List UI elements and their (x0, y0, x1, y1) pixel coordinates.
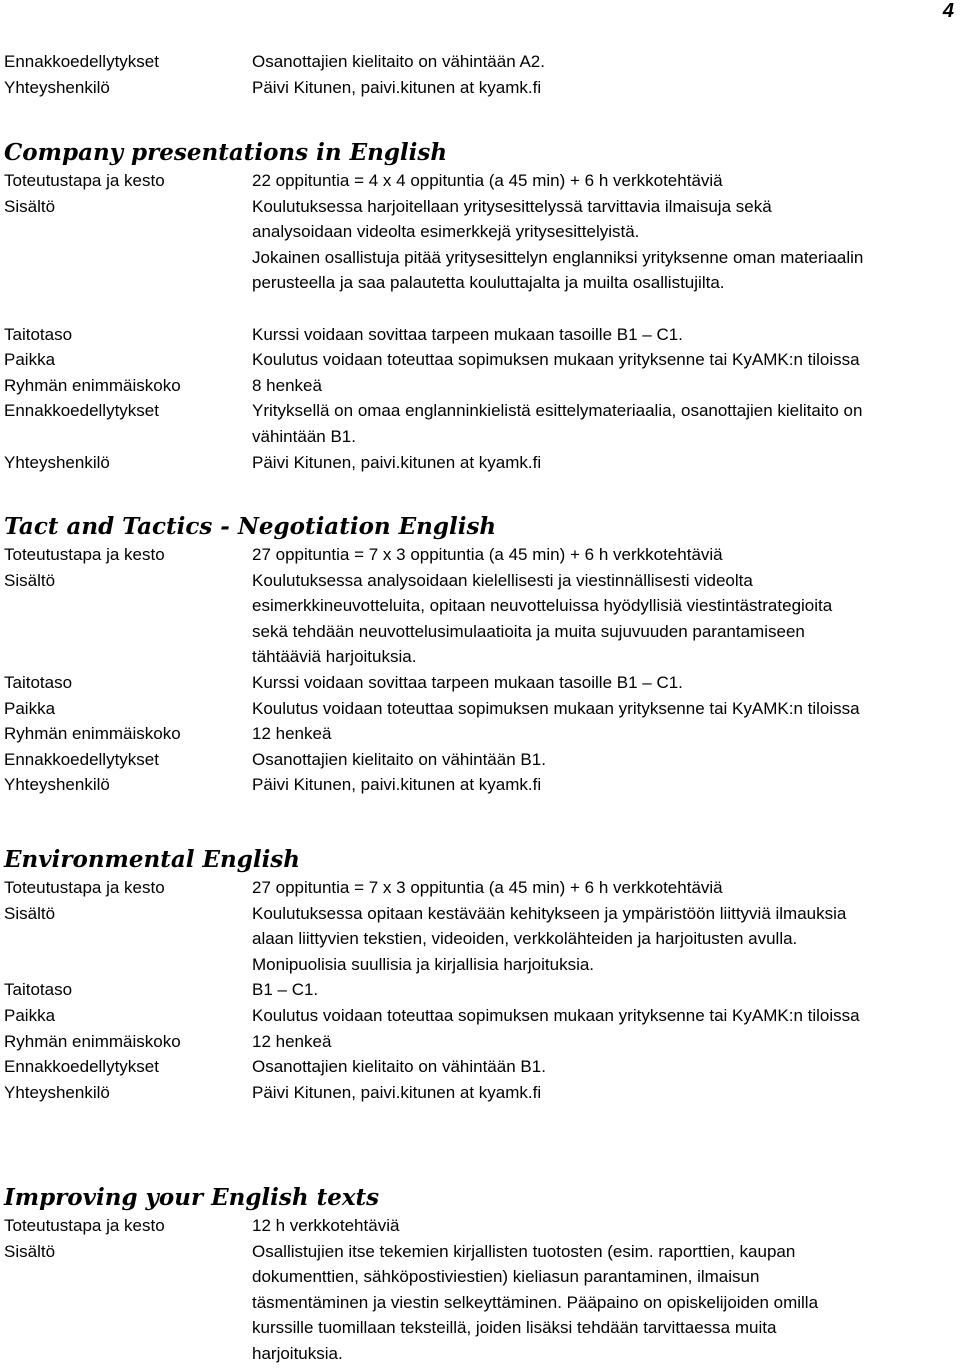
field-value: Osanottajien kielitaito on vähintään B1. (252, 1057, 546, 1077)
field-value: Osanottajien kielitaito on vähintään B1. (252, 749, 546, 769)
info-row (4, 347, 956, 373)
field-label: Sisältö (4, 903, 56, 923)
field-value: Päivi Kitunen, paivi.kitunen at kyamk.fi (252, 452, 542, 472)
field-label: Sisältö (4, 1241, 56, 1261)
info-row (4, 1213, 956, 1239)
info-row (4, 542, 956, 568)
field-value: 27 oppituntia = 7 x 3 oppituntia (a 45 min) + 6 h verkkotehtäviä (252, 878, 723, 897)
field-label: Paikka (4, 698, 56, 718)
info-row (4, 696, 956, 722)
field-label: Sisältö (4, 570, 56, 590)
info-row (4, 568, 956, 670)
field-label: Toteutustapa ja kesto (4, 1216, 165, 1235)
field-label: Yhteyshenkilö (4, 775, 110, 795)
field-label: Toteutustapa ja kesto (4, 878, 165, 897)
info-row (4, 1003, 956, 1029)
info-row (4, 1080, 956, 1106)
field-value: Koulutus voidaan toteuttaa sopimuksen mukaan yrityksenne tai KyAMK:n tiloissa (252, 1005, 860, 1025)
info-row (4, 322, 956, 348)
top-info (4, 49, 956, 100)
section-title: Company presentations in English (4, 139, 448, 166)
field-value: 22 oppituntia = 4 x 4 oppituntia (a 45 min) + 6 h verkkotehtäviä (252, 171, 723, 190)
spacer (4, 296, 956, 322)
field-value: Yrityksellä on omaa englanninkielistä esittelymateriaalia, osanottajien kielitaito on vähintään B1. (252, 401, 863, 446)
field-label: Taitotaso (4, 672, 73, 692)
field-value: Koulutuksessa harjoitellaan yritysesittelyssä tarvittavia ilmaisuja sekä analysoidaan videolta esimerkkejä yritysesittelyistä. Jokainen osallistuja pitää yritysesittelyn englanniksi yrityksenne oman materiaalin perusteella ja saa palautetta kouluttajalta ja muilta osallistujilta. (252, 196, 864, 293)
section-title: Improving your English texts (4, 1184, 380, 1211)
section-title: Environmental English (4, 846, 300, 873)
info-row (4, 75, 956, 101)
info-row (4, 721, 956, 747)
info-row (4, 670, 956, 696)
field-value: Koulutus voidaan toteuttaa sopimuksen mukaan yrityksenne tai KyAMK:n tiloissa (252, 698, 860, 718)
field-label: Ennakkoedellytykset (4, 1057, 159, 1077)
info-row (4, 875, 956, 901)
info-row (4, 398, 956, 449)
field-value: Päivi Kitunen, paivi.kitunen at kyamk.fi (252, 775, 542, 795)
info-row (4, 194, 956, 296)
info-row (4, 1029, 956, 1055)
section-title: Tact and Tactics - Negotiation English (4, 513, 497, 540)
field-value: 27 oppituntia = 7 x 3 oppituntia (a 45 min) + 6 h verkkotehtäviä (252, 545, 723, 564)
field-value: B1 – C1. (252, 980, 319, 1000)
info-row (4, 450, 956, 476)
section-improving-texts (4, 1183, 956, 1367)
field-value: 12 henkeä (252, 1031, 332, 1051)
field-label: Ennakkoedellytykset (4, 52, 159, 71)
field-value: Koulutuksessa analysoidaan kielellisesti ja viestinnällisesti videolta esimerkkineuvotteluita, opitaan neuvotteluissa hyödyllisiä viestintästrategioita sekä tehdään neuvottelusimulaatioita ja muita sujuvuuden parantamiseen tähtääviä harjoituksia. (252, 570, 833, 667)
field-value: Koulutuksessa opitaan kestävään kehitykseen ja ympäristöön liittyviä ilmauksia alaan liittyvien tekstien, videoiden, verkkolähteiden ja harjoitusten avulla. Monipuolisia suullisia ja kirjallisia harjoituksia. (252, 903, 847, 974)
field-label: Toteutustapa ja kesto (4, 171, 165, 190)
field-label: Ryhmän enimmäiskoko (4, 375, 181, 395)
section-negotiation-english (4, 512, 956, 798)
field-label: Yhteyshenkilö (4, 77, 110, 97)
field-value: 12 henkeä (252, 724, 332, 744)
field-value: Koulutus voidaan toteuttaa sopimuksen mukaan yrityksenne tai KyAMK:n tiloissa (252, 350, 860, 370)
field-label: Taitotaso (4, 980, 73, 1000)
info-row (4, 977, 956, 1003)
field-label: Ennakkoedellytykset (4, 749, 159, 769)
field-value: Päivi Kitunen, paivi.kitunen at kyamk.fi (252, 1082, 542, 1102)
info-row (4, 373, 956, 399)
info-row (4, 1054, 956, 1080)
info-row (4, 49, 956, 75)
field-value: Kurssi voidaan sovittaa tarpeen mukaan tasoille B1 – C1. (252, 672, 683, 692)
field-value: 8 henkeä (252, 375, 322, 395)
field-value: Kurssi voidaan sovittaa tarpeen mukaan tasoille B1 – C1. (252, 324, 683, 344)
info-row (4, 772, 956, 798)
field-label: Paikka (4, 1005, 56, 1025)
page-number: 4 (942, 0, 954, 22)
field-label: Yhteyshenkilö (4, 452, 110, 472)
info-row (4, 1239, 956, 1367)
field-label: Yhteyshenkilö (4, 1082, 110, 1102)
field-label: Taitotaso (4, 324, 73, 344)
section-environmental-english (4, 845, 956, 1105)
info-row (4, 901, 956, 978)
info-row (4, 747, 956, 773)
field-label: Toteutustapa ja kesto (4, 545, 165, 564)
field-label: Paikka (4, 350, 56, 370)
field-label: Sisältö (4, 196, 56, 216)
field-label: Ryhmän enimmäiskoko (4, 724, 181, 744)
field-value: Osallistujien itse tekemien kirjallisten tuotosten (esim. raporttien, kaupan dokumenttien, sähköpostiviestien) kieliasun parantaminen, ilmaisun täsmentäminen ja viestin selkeyttäminen. Pääpaino on opiskelijoiden omilla kurssille tuomillaan teksteillä, joiden lisäksi tehdään tarvittaessa muita harjoituksia. (252, 1241, 819, 1363)
field-value: Päivi Kitunen, paivi.kitunen at kyamk.fi (252, 77, 542, 97)
field-value: Osanottajien kielitaito on vähintään A2. (252, 52, 545, 71)
field-label: Ryhmän enimmäiskoko (4, 1031, 181, 1051)
field-label: Ennakkoedellytykset (4, 401, 159, 421)
field-value: 12 h verkkotehtäviä (252, 1216, 400, 1235)
section-company-presentations (4, 138, 956, 475)
info-row (4, 168, 956, 194)
